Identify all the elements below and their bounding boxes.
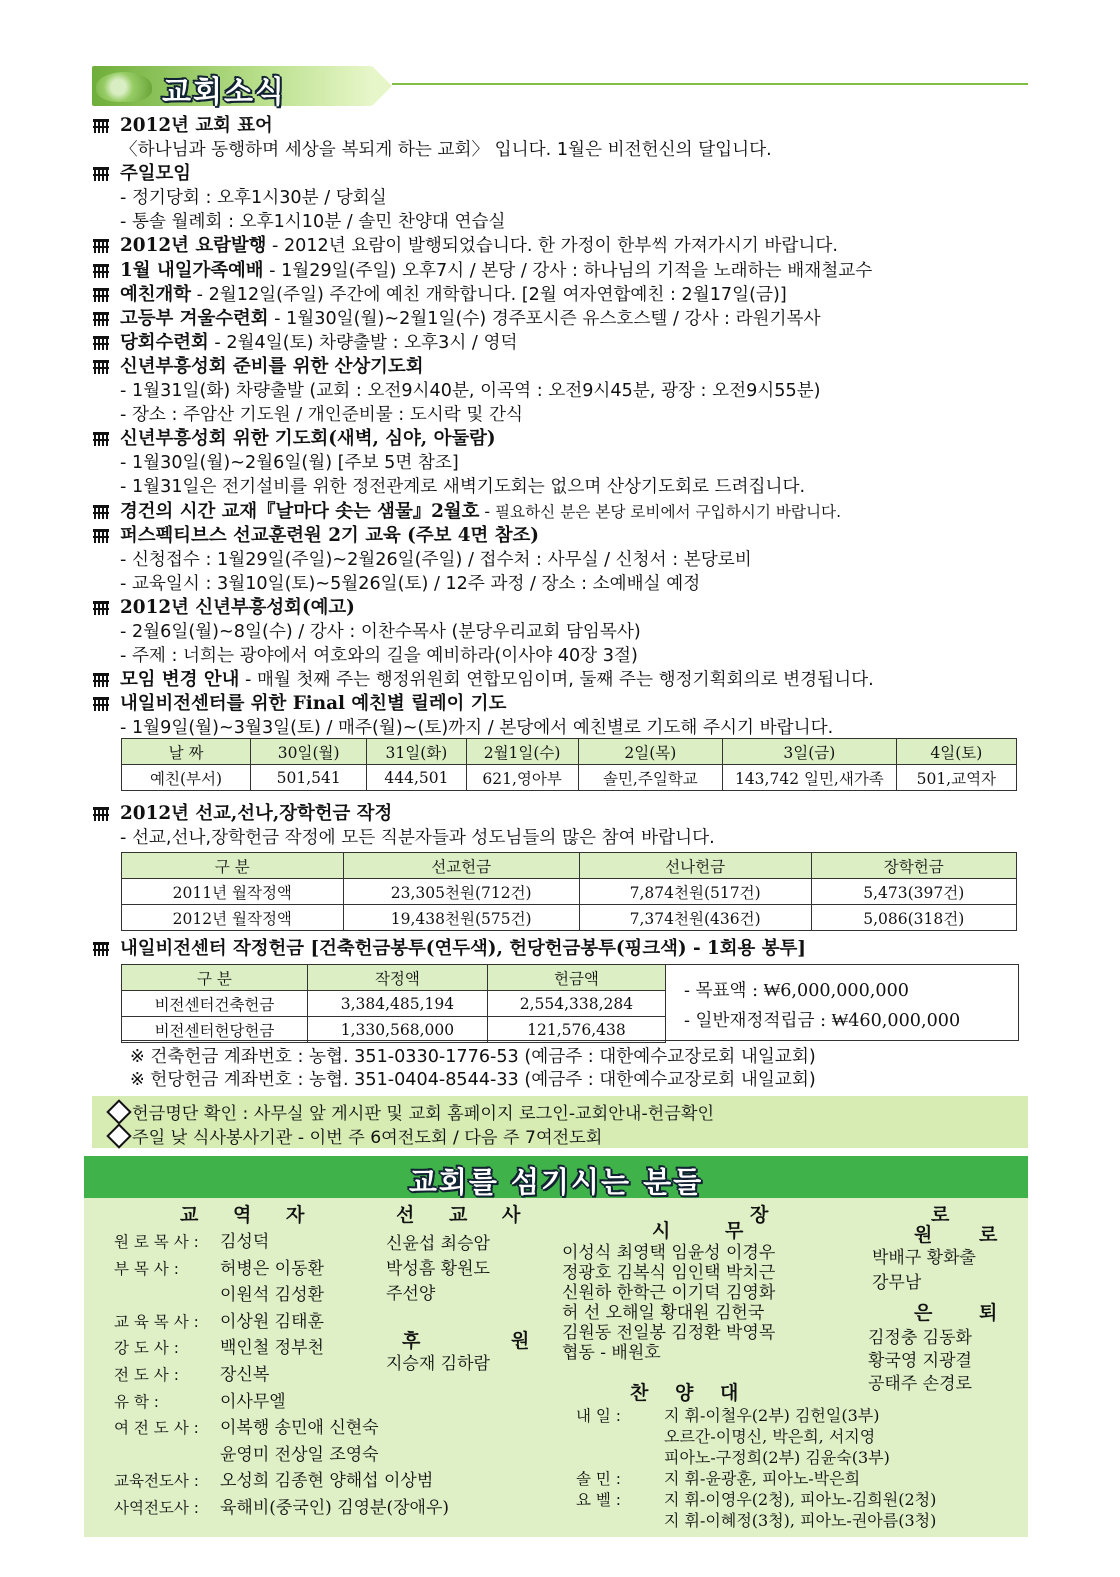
section-header: [92, 66, 1028, 110]
diamond-icon: [106, 1123, 131, 1148]
emeritus-heading: 원 로: [914, 1224, 1018, 1246]
account-line: ※ 건축헌금 계좌번호 : 농협. 351-0330-1776-53 (예금주 : 대한예수교장로회 내일교회): [130, 1047, 816, 1067]
choir-members: 피아노-구정희(2부) 김윤숙(3부): [664, 1448, 890, 1467]
news-subitem: - 1월9일(월)~3월3일(토) / 매주(월)~(토)까지 / 본당에서 예친별로 기도해 주시기 바랍니다.: [120, 718, 834, 739]
news-detail: - 2월4일(토) 차량출발 : 오후3시 / 영덕: [208, 332, 518, 353]
clergy-heading: 교 역 자: [180, 1204, 319, 1226]
table-header-cell: 날 짜: [122, 739, 251, 765]
table-header-cell: 31일(화): [367, 739, 466, 765]
news-subitem: - 2월6일(월)~8일(수) / 강사 : 이찬수목사 (분당우리교회 담임목사): [120, 621, 641, 642]
news-heading: 신년부흥성회 위한 기도회(새벽, 심야, 아둘람): [120, 428, 496, 450]
staff-name-line: 정광호 김복식 임인택 박치근: [562, 1263, 776, 1283]
news-list: [92, 114, 1032, 740]
notice-bar: [92, 1096, 1028, 1148]
clergy-names: 육해비(중국인) 김영분(장애우): [220, 1498, 449, 1518]
table-cell: 444,501: [367, 765, 466, 791]
news-heading: 퍼스펙티브스 선교훈련원 2기 교육 (주보 4면 참조): [120, 524, 539, 546]
bullet-icon: [92, 431, 110, 447]
bullet-icon: [92, 359, 110, 375]
staff-name-line: 주선양: [386, 1284, 436, 1304]
staff-section: [84, 1156, 1028, 1537]
offering-subtext: - 선교,선나,장학헌금 작정에 모든 직분자들과 성도님들의 많은 참여 바랍니다.: [120, 828, 715, 849]
goal-amount: - 목표액 : ₩6,000,000,000: [684, 981, 909, 1001]
bullet-icon: [92, 263, 110, 279]
news-subitem: - 주제 : 너희는 광야에서 여호와의 길을 예비하라(이사야 40장 3절): [120, 646, 638, 667]
bullet-icon: [92, 600, 110, 616]
bullet-icon: [92, 696, 110, 712]
table-cell: 501,541: [251, 765, 367, 791]
news-item: [92, 162, 1032, 186]
table-header-cell: 30일(월): [251, 739, 367, 765]
news-heading: 내일비전센터를 위한 Final 예친별 릴레이 기도: [120, 693, 507, 715]
notice-item: [132, 1099, 714, 1124]
news-item: [92, 524, 1032, 548]
bullet-icon: [92, 528, 110, 544]
table-cell: 비전센터건축헌금: [122, 991, 308, 1017]
table-header-cell: 선교헌금: [343, 853, 579, 879]
clergy-names: 허병은 이동환: [220, 1258, 324, 1279]
leaf-decoration-icon: [96, 72, 152, 102]
table-header-cell: 헌금액: [487, 965, 665, 991]
offering-table: [121, 852, 1017, 931]
clergy-role: 교 육 목 사 :: [114, 1312, 199, 1331]
clergy-names: 장신복: [220, 1365, 270, 1385]
choir-members: 지 휘-이영우(2청), 피아노-김희원(2청): [664, 1490, 937, 1509]
staff-name-line: 신윤섭 최승암: [386, 1234, 490, 1254]
table-cell: 143,742 일민,새가족: [723, 765, 897, 791]
clergy-role: 사역전도사 :: [114, 1499, 200, 1517]
news-heading: 주일모임: [120, 163, 192, 185]
news-heading: 2012년 교회 표어: [120, 115, 273, 136]
table-cell: 621,영아부: [466, 765, 578, 791]
clergy-role: 전 도 사 :: [114, 1366, 179, 1384]
table-header-cell: 2일(목): [578, 739, 723, 765]
table-cell: 7,374천원(436건): [579, 905, 811, 931]
bullet-icon: [92, 941, 110, 957]
table-cell: 비전센터헌당헌금: [122, 1017, 308, 1043]
choir-heading: 찬 양 대: [630, 1382, 749, 1404]
table-header-cell: 작정액: [307, 965, 487, 991]
choir-group: 요 벨 :: [576, 1491, 622, 1509]
news-subitem: - 신청접수 : 1월29일(주일)~2월26일(주일) / 접수처 : 사무실 / 신청서 : 본당로비: [120, 549, 752, 570]
clergy-names: 이복행 송민애 신현숙: [220, 1418, 379, 1439]
vision-table: [121, 964, 666, 1043]
table-cell: 7,874천원(517건): [579, 879, 811, 905]
bullet-icon: [92, 287, 110, 303]
news-item: [92, 692, 1032, 716]
vision-section: [92, 937, 1032, 961]
clergy-role: 부 목 사 :: [114, 1259, 179, 1278]
offering-heading: 2012년 선교,선나,장학헌금 작정: [120, 803, 393, 824]
table-header-cell: 장학헌금: [811, 853, 1017, 879]
staff-name-line: 허 선 오해일 황대원 김헌국: [562, 1303, 765, 1323]
news-detail: - 매월 첫째 주는 행정위원회 연합모임이며, 둘째 주는 행정기획회의로 변경됩니다.: [239, 670, 874, 691]
clergy-names: 이사무엘: [220, 1391, 286, 1412]
table-header-cell: 2월1일(수): [466, 739, 578, 765]
bullet-icon: [92, 335, 110, 351]
news-subitem: - 통솔 월례회 : 오후1시10분 / 솔민 찬양대 연습실: [120, 212, 506, 233]
bullet-icon: [92, 166, 110, 182]
news-subitem: - 1월31일(화) 차량출발 (교회 : 오전9시40분, 이곡역 : 오전9시45분, 광장 : 오전9시55분): [120, 381, 821, 402]
table-row: [122, 991, 666, 1017]
news-item: [92, 283, 1032, 307]
news-item: [92, 259, 1032, 283]
table-cell: 2012년 월작정액: [122, 905, 344, 931]
news-heading: 고등부 겨울수련회: [120, 307, 269, 329]
news-item: [92, 596, 1032, 620]
bullet-icon: [92, 311, 110, 327]
staff-name-line: 공태주 손경로: [868, 1374, 972, 1394]
table-cell: 19,438천원(575건): [343, 905, 579, 931]
table-cell: 3,384,485,194: [307, 991, 487, 1017]
table-header-cell: 3일(금): [723, 739, 897, 765]
table-row: [122, 905, 1017, 931]
missionary-heading: 선 교 사: [396, 1204, 535, 1226]
table-cell: 2,554,338,284: [487, 991, 665, 1017]
clergy-names: 이원석 김성환: [220, 1285, 324, 1306]
staff-name-line: 김정충 김동화: [868, 1328, 972, 1348]
clergy-role: 여 전 도 사 :: [114, 1419, 199, 1438]
staff-title: 교회를 섬기시는 분들: [408, 1165, 704, 1199]
news-heading: 당회수련회: [120, 331, 209, 353]
staff-name-line: 이성식 최영택 임윤성 이경우: [562, 1243, 776, 1263]
news-detail: - 1월29일(주일) 오후7시 / 본당 / 강사 : 하나님의 기적을 노래하는 배재철교수: [263, 260, 873, 281]
staff-name-line: 박배구 황화출: [872, 1248, 976, 1268]
bullet-icon: [92, 118, 110, 134]
news-heading: 2012년 요람발행: [120, 235, 267, 257]
table-cell: 121,576,438: [487, 1017, 665, 1043]
table-cell: 솔민,주일학교: [578, 765, 723, 791]
clergy-role: 유 학 :: [114, 1392, 160, 1411]
news-heading: 경건의 시간 교재『날마다 솟는 샘물』2월호: [120, 500, 480, 522]
news-item: [92, 937, 1032, 961]
notice-text: 주일 낮 식사봉사기관 - 이번 주 6여전도회 / 다음 주 7여전도회: [132, 1128, 603, 1148]
choir-group: 내 일 :: [576, 1407, 622, 1425]
clergy-role: 교육전도사 :: [114, 1472, 200, 1491]
bullet-icon: [92, 504, 110, 520]
news-heading: 예친개학: [120, 283, 192, 305]
staff-name-line: 신원하 한학근 이기덕 김영화: [562, 1283, 776, 1303]
vision-heading: 내일비전센터 작정헌금 [건축헌금봉투(연두색), 헌당헌금봉투(핑크색) - 1회용 봉투]: [120, 938, 806, 959]
news-item: [92, 331, 1032, 355]
news-heading: 1월 내일가족예배: [120, 259, 264, 281]
bullet-icon: [92, 238, 110, 254]
clergy-names: 윤영미 전상일 조영숙: [220, 1444, 379, 1465]
diamond-icon: [106, 1099, 131, 1124]
staff-name-line: 강무남: [872, 1273, 922, 1293]
news-detail: - 필요하신 분은 본당 로비에서 구입하시기 바랍니다.: [479, 502, 842, 521]
table-cell: 5,473(397건): [811, 879, 1017, 905]
table-row: [122, 765, 1017, 791]
news-subitem: - 정기당회 : 오후1시30분 / 당회실: [120, 188, 387, 209]
choir-group: 솔 민 :: [576, 1470, 622, 1488]
table-header-row: [122, 739, 1017, 765]
sponsor-heading: 후 원: [402, 1330, 572, 1352]
notice-text: 헌금명단 확인 : 사무실 앞 게시판 및 교회 홈페이지 로그인-교회안내-헌금확인: [132, 1104, 715, 1124]
header-rule: [392, 83, 1028, 85]
choir-members: 지 휘-이혜정(3청), 피아노-권아름(3청): [664, 1511, 937, 1530]
news-heading: 2012년 신년부흥성회(예고): [120, 596, 355, 618]
table-header-cell: 선나헌금: [579, 853, 811, 879]
offering-section: [92, 802, 1032, 850]
news-detail: - 2월12일(주일) 주간에 예친 개학합니다. [2월 여자연합예친 : 2월17일(금)]: [191, 284, 787, 305]
table-row: [122, 879, 1017, 905]
staff-name-line: 지승재 김하람: [386, 1354, 490, 1374]
staff-name-line: 협동 - 배원호: [562, 1343, 661, 1363]
news-heading: 신년부흥성회 준비를 위한 산상기도회: [120, 355, 424, 377]
clergy-role: 강 도 사 :: [114, 1339, 179, 1358]
table-cell: 2011년 월작정액: [122, 879, 344, 905]
table-header-cell: 4일(토): [896, 739, 1016, 765]
news-item: [92, 307, 1032, 331]
table-header-cell: 구 분: [122, 853, 344, 879]
table-cell: 예친(부서): [122, 765, 251, 791]
clergy-names: 김성덕: [220, 1232, 270, 1252]
news-subitem: - 교육일시 : 3월10일(토)~5월26일(토) / 12주 과정 / 장소 : 소예배실 예정: [120, 573, 701, 594]
table-header-cell: 구 분: [122, 965, 308, 991]
news-item: [92, 234, 1032, 258]
choir-members: 지 휘-이철우(2부) 김헌일(3부): [664, 1406, 880, 1425]
relay-prayer-table: [121, 738, 1017, 791]
news-item: [92, 802, 1032, 826]
news-subitem: - 장소 : 주암산 기도원 / 개인준비물 : 도시락 및 간식: [120, 405, 523, 426]
bullet-icon: [92, 672, 110, 688]
table-row: [122, 1017, 666, 1043]
notice-item: [132, 1123, 602, 1148]
retired-heading: 은 퇴: [914, 1302, 1018, 1324]
news-detail: - 2012년 요람이 발행되었습니다. 한 가정이 한부씩 가져가시기 바랍니다.: [266, 236, 838, 257]
news-subitem: 〈하나님과 동행하며 세상을 복되게 하는 교회〉 입니다. 1월은 비전헌신의 달입니다.: [120, 140, 772, 161]
news-detail: - 1월30일(월)~2월1일(수) 경주포시즌 유스호스텔 / 강사 : 라원기목사: [268, 308, 821, 329]
reserve-amount: - 일반재정적립금 : ₩460,000,000: [684, 1011, 961, 1031]
news-item: [92, 500, 1032, 524]
news-item: [92, 114, 1032, 138]
table-cell: 501,교역자: [896, 765, 1016, 791]
active-elders-heading: 시 무: [652, 1220, 768, 1242]
staff-title-bar: [84, 1156, 1028, 1198]
news-subitem: - 1월31일은 전기설비를 위한 정전관계로 새벽기도회는 없으며 산상기도회로 드려집니다.: [120, 477, 806, 498]
news-item: [92, 355, 1032, 379]
table-header-row: [122, 853, 1017, 879]
clergy-role: 원 로 목 사 :: [114, 1233, 199, 1251]
account-info: [130, 1046, 816, 1092]
page-title: 교회소식: [162, 75, 286, 110]
clergy-names: 이상원 김태훈: [220, 1311, 324, 1332]
staff-name-line: 박성흠 황원도: [386, 1259, 490, 1279]
choir-members: 지 휘-윤광훈, 피아노-박은희: [664, 1469, 861, 1488]
clergy-names: 백인철 정부천: [220, 1338, 324, 1359]
table-header-row: [122, 965, 666, 991]
news-heading: 모임 변경 안내: [120, 669, 240, 691]
bullet-icon: [92, 806, 110, 822]
news-subitem: - 1월30일(월)~2월6일(월) [주보 5면 참조]: [120, 453, 459, 474]
account-line: ※ 헌당헌금 계좌번호 : 농협. 351-0404-8544-33 (예금주 : 대한예수교장로회 내일교회): [130, 1070, 816, 1090]
elders-heading: 장 로: [750, 1204, 1028, 1226]
table-cell: 23,305천원(712건): [343, 879, 579, 905]
news-item: [92, 427, 1032, 451]
news-item: [92, 668, 1032, 692]
choir-members: 오르간-이명신, 박은희, 서지영: [664, 1427, 876, 1446]
table-cell: 1,330,568,000: [307, 1017, 487, 1043]
clergy-names: 오성희 김종현 양해섭 이상범: [220, 1471, 434, 1492]
table-cell: 5,086(318건): [811, 905, 1017, 931]
goal-box: [684, 976, 960, 1036]
staff-name-line: 황국영 지광결: [868, 1351, 972, 1371]
staff-name-line: 김원동 전일봉 김정환 박영목: [562, 1323, 776, 1343]
